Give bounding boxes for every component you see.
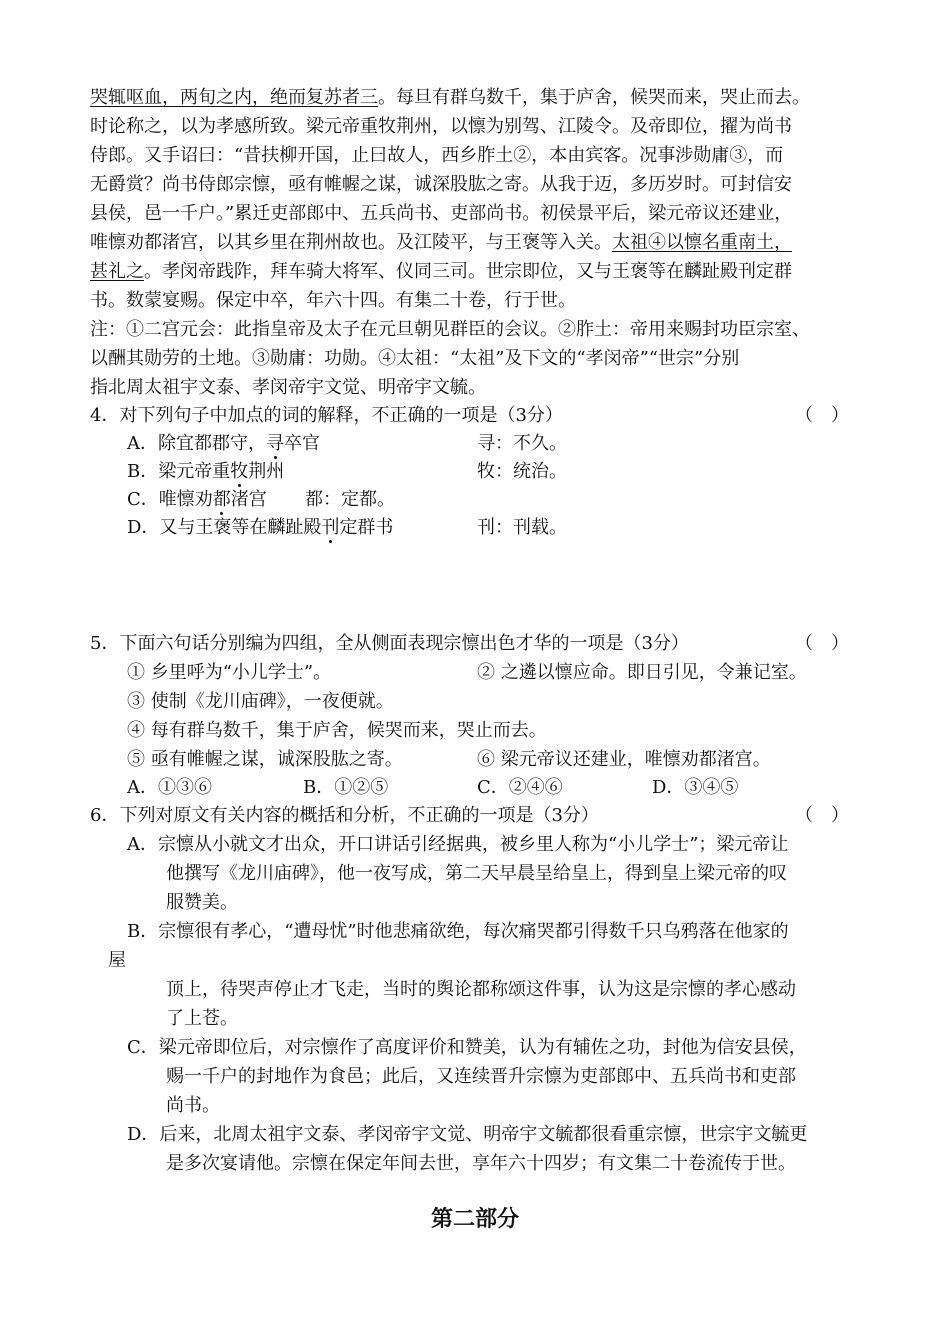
choice-d[interactable]: D．③④⑤ xyxy=(652,777,739,798)
passage-line: 无爵赏？尚书侍郎宗懔，亟有帷幄之谋，诚深股肱之寄。从我于迈，多历岁时。可封信安 xyxy=(90,174,792,195)
option-b-line: 顶上，待哭声停止才飞走，当时的舆论都称颂这件事，认为这是宗懔的孝心感动 xyxy=(166,979,796,1000)
option-text: 荆州 xyxy=(248,461,285,482)
option-b-line: 了上苍。 xyxy=(166,1008,238,1029)
option-text: B．梁元帝重 xyxy=(127,461,231,482)
sentence-4: ④ 每有群乌数千，集于庐舍，候哭而来，哭止而去。 xyxy=(127,720,547,741)
option-a-explanation: 寻：不久。 xyxy=(477,433,567,454)
answer-bracket[interactable]: （ ） xyxy=(795,633,849,654)
option-c-line: 赐一千户的封地作为食邑；此后，又连续晋升宗懔为吏部郎中、五兵尚书和吏部 xyxy=(166,1066,796,1087)
option-d-explanation: 刊：刊载。 xyxy=(477,517,567,538)
dotted-word: 都 xyxy=(212,489,231,510)
option-d xyxy=(127,516,393,540)
passage-line: 县侯，邑一千户。”累迁吏部郎中、五兵尚书、吏部尚书。初侯景平后，梁元帝议还建业， xyxy=(90,203,793,224)
option-text: D．又与王褒等在麟趾殿 xyxy=(127,517,322,538)
option-text: C．唯懔劝 xyxy=(127,489,213,510)
option-d-line: D．后来，北周太祖宇文泰、孝闵帝宇文觉、明帝宇文毓都很看重宗懔，世宗宇文毓更 xyxy=(127,1124,808,1145)
passage-line xyxy=(90,260,792,284)
choice-a[interactable]: A．①③⑥ xyxy=(127,777,212,798)
dotted-word: 寻 xyxy=(266,433,284,454)
passage-line xyxy=(90,86,810,110)
choice-c[interactable]: C．②④⑥ xyxy=(477,777,563,798)
option-text: A．除宜都郡守， xyxy=(127,433,266,454)
option-a-line: 他撰写《龙川庙碑》，他一夜写成，第二天早晨呈给皇上，得到皇上梁元帝的叹 xyxy=(166,863,787,884)
choice-b[interactable]: B．①②⑤ xyxy=(303,777,389,798)
underlined-text: 太祖④以懔名重南土， xyxy=(612,232,792,253)
option-a-line: A．宗懔从小就文才出众，开口讲话引经据典，被乡里人称为“小儿学士”；梁元帝让 xyxy=(127,834,789,855)
dotted-word: 牧 xyxy=(230,461,249,482)
option-text: 定群书 xyxy=(339,517,394,538)
option-a xyxy=(127,432,320,456)
question-stem: 6．下列对原文有关内容的概括和分析，不正确的一项是（3分） xyxy=(90,805,599,826)
option-b-line: B．宗懔很有孝心，“遭母忧”时他悲痛欲绝，每次痛哭都引得数千只乌鸦落在他家的 xyxy=(127,921,789,942)
note-line: 指北周太祖宇文泰、孝闵帝宇文觉、明帝宇文毓。 xyxy=(90,377,486,398)
section-heading: 第二部分 xyxy=(430,1206,519,1232)
option-b-line: 屋 xyxy=(108,950,126,971)
underlined-text: 甚礼之 xyxy=(90,261,144,282)
sentence-6: ⑥ 梁元帝议还建业，唯懔劝都渚宫。 xyxy=(477,749,771,770)
option-c xyxy=(127,488,267,512)
note-line: 以酬其勋劳的土地。③勋庸：功勋。④太祖：“太祖”及下文的“孝闵帝”“世宗”分别 xyxy=(90,348,740,369)
option-b xyxy=(127,460,284,484)
sentence-1: ① 乡里呼为“小儿学士”。 xyxy=(127,662,332,683)
option-a-line: 服赞美。 xyxy=(166,892,238,913)
passage-line xyxy=(90,231,792,255)
passage-text: 。每旦有群乌数千，集于庐舍，候哭而来，哭止而去。 xyxy=(378,87,810,108)
passage-line: 时论称之，以为孝感所致。梁元帝重牧荆州，以懔为别驾、江陵令。及帝即位，擢为尚书 xyxy=(90,116,792,137)
option-text: 渚宫 xyxy=(230,489,267,510)
underlined-text: 哭辄呕血，两旬之内，绝而复苏者三 xyxy=(90,87,378,108)
sentence-5: ⑤ 亟有帷幄之谋，诚深股肱之寄。 xyxy=(127,749,403,770)
sentence-2: ② 之遴以懔应命。即日引见，令兼记室。 xyxy=(477,662,807,683)
option-c-line: C．梁元帝即位后，对宗懔作了高度评价和赞美，认为有辅佐之功，封他为信安县侯， xyxy=(127,1037,807,1058)
answer-bracket[interactable]: （ ） xyxy=(795,405,849,426)
question-stem: 5．下面六句话分别编为四组，全从侧面表现宗懔出色才华的一项是（3分） xyxy=(90,633,689,654)
passage-text: 唯懔劝都渚宫，以其乡里在荆州故也。及江陵平，与王褒等入关。 xyxy=(90,232,612,253)
dotted-word: 刊 xyxy=(321,517,340,538)
option-c-explanation: 都：定都。 xyxy=(305,489,395,510)
option-d-line: 是多次宴请他。宗懔在保定年间去世，享年六十四岁；有文集二十卷流传于世。 xyxy=(166,1153,796,1174)
answer-bracket[interactable]: （ ） xyxy=(795,805,849,826)
note-line: 注：①二宫元会：此指皇帝及太子在元旦朝见群臣的会议。②胙土：帝用来赐封功臣宗室、 xyxy=(90,319,810,340)
passage-line: 书。数蒙宴赐。保定中卒，年六十四。有集二十卷，行于世。 xyxy=(90,290,576,311)
passage-line: 侍郎。又手诏曰：“昔扶柳开国，止曰故人，西乡胙土②，本由宾客。况事涉勋庸③，而 xyxy=(90,145,784,166)
passage-text: 。孝闵帝践阼，拜车骑大将军、仪同三司。世宗即位，又与王褒等在麟趾殿刊定群 xyxy=(144,261,792,282)
question-stem: 4．对下列句子中加点的词的解释，不正确的一项是（3分） xyxy=(90,405,563,426)
option-c-line: 尚书。 xyxy=(166,1095,220,1116)
option-b-explanation: 牧：统治。 xyxy=(477,461,567,482)
option-text: 卒官 xyxy=(284,433,320,454)
sentence-3: ③ 使制《龙川庙碑》，一夜便就。 xyxy=(127,691,394,712)
